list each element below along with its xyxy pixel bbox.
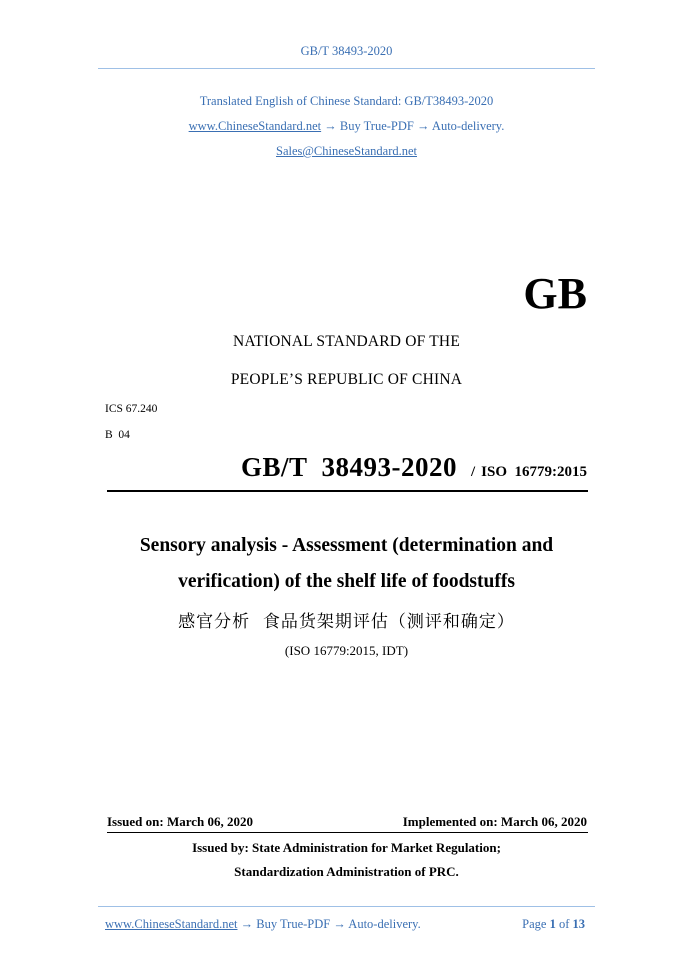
- promo-email-link[interactable]: Sales@ChineseStandard.net: [276, 144, 417, 158]
- promo-email-line: [0, 144, 693, 159]
- page-label: Page: [522, 917, 547, 931]
- page-indicator: [522, 917, 585, 932]
- issued-by-line1: Issued by: State Administration for Market Regulation;: [192, 840, 501, 855]
- footer-divider: [98, 906, 595, 907]
- promo-translated-line: Translated English of Chinese Standard: GB/T38493-2020: [199, 94, 494, 108]
- footer-buy-text: → Buy True-PDF → Auto-delivery.: [237, 917, 421, 931]
- issued-on: Issued on: March 06, 2020: [107, 814, 254, 829]
- national-standard-line2: PEOPLE’S REPUBLIC OF CHINA: [230, 371, 463, 388]
- page-total: 13: [572, 917, 585, 931]
- equivalence-note: (ISO 16779:2015, IDT): [284, 643, 409, 658]
- standard-slash: /: [470, 464, 476, 480]
- title-line1: Sensory analysis - Assessment (determination and: [139, 535, 554, 556]
- page-current: 1: [549, 917, 556, 931]
- promo-buy-text: → Buy True-PDF → Auto-delivery.: [321, 119, 505, 133]
- standard-number: GB/T 38493-2020: [240, 452, 457, 482]
- standard-number-rule: [107, 490, 588, 492]
- promo-buy-line: [0, 119, 693, 134]
- standard-number-line: [241, 452, 587, 483]
- iso-number: ISO 16779:2015: [481, 464, 587, 480]
- issued-rule: [107, 832, 588, 833]
- footer-site-link[interactable]: www.ChineseStandard.net: [105, 917, 238, 931]
- promo-site-link[interactable]: www.ChineseStandard.net: [188, 119, 322, 133]
- page-of: of: [558, 917, 570, 931]
- ccs-code: B 04: [105, 429, 130, 441]
- issued-by-line2: Standardization Administration of PRC.: [234, 864, 459, 879]
- gb-mark: GB: [523, 269, 587, 318]
- national-standard-line1: NATIONAL STANDARD OF THE: [232, 333, 460, 350]
- header-doc-code: GB/T 38493-2020: [300, 44, 393, 58]
- header-divider: [98, 68, 595, 69]
- footer-promo: [105, 917, 421, 932]
- implemented-on: Implemented on: March 06, 2020: [402, 814, 587, 829]
- ics-code: ICS 67.240: [105, 403, 158, 415]
- title-chinese: 感官分析 食品货架期评估（测评和确定）: [178, 612, 515, 632]
- title-line2: verification) of the shelf life of foodstuffs: [178, 571, 515, 592]
